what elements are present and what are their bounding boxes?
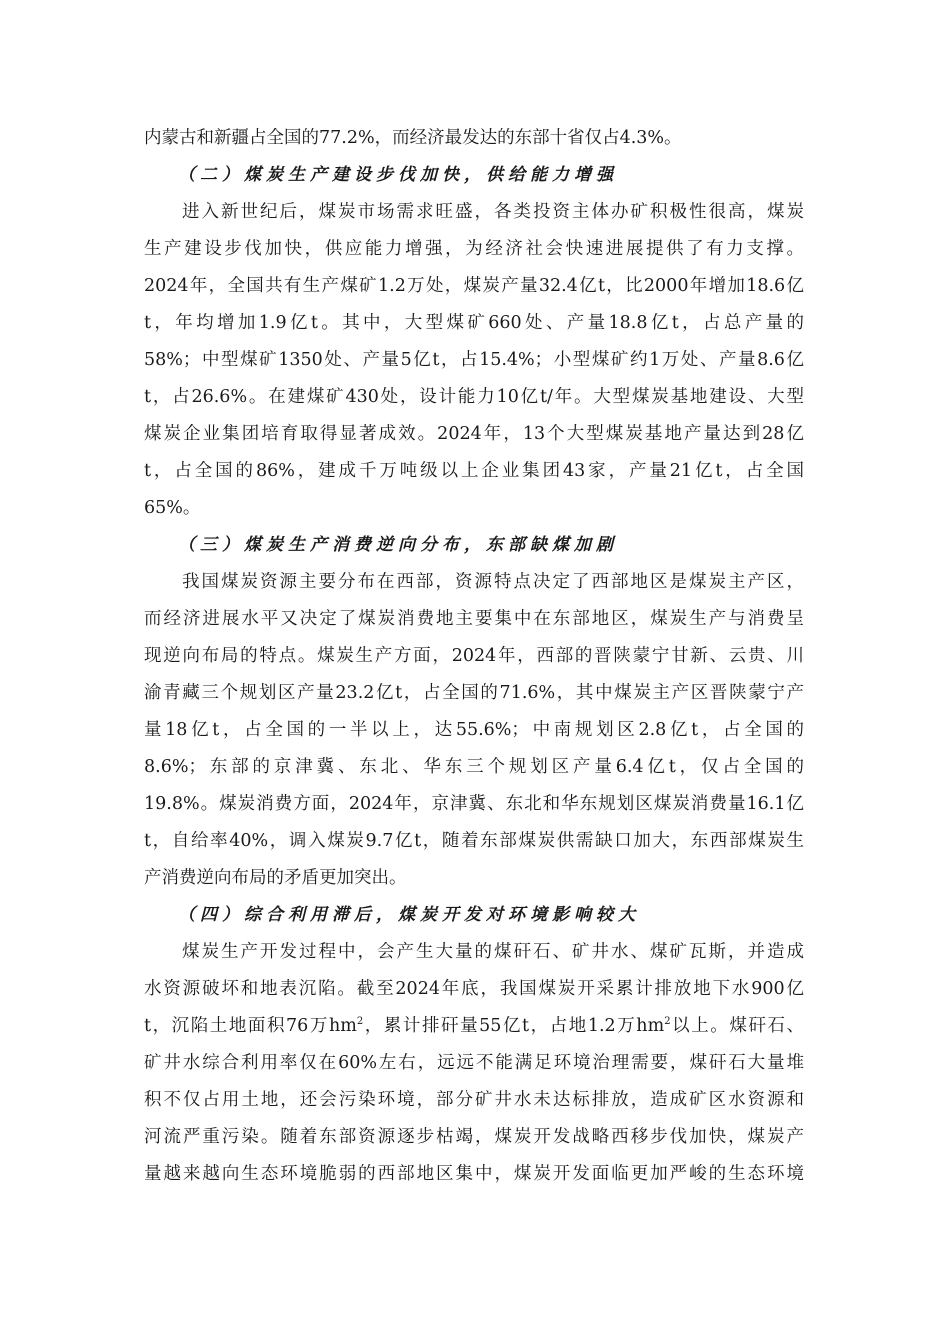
section-heading-3: （三）煤炭生产消费逆向分布，东部缺煤加剧 — [178, 535, 618, 555]
paragraph-line: 进入新世纪后，煤炭市场需求旺盛，各类投资主体办矿积极性很高，煤炭 — [182, 202, 804, 222]
paragraph-line: 煤炭企业集团培育取得显著成效。2024年，13个大型煤炭基地产量达到28亿 — [144, 424, 804, 444]
text-run: 以上。煤矸石、 — [670, 1016, 804, 1036]
paragraph-line: 产消费逆向布局的矛盾更加突出。 — [144, 868, 407, 888]
paragraph-line: 65%。 — [144, 498, 201, 518]
paragraph-line: t，占26.6%。在建煤矿430处，设计能力10亿t/年。大型煤炭基地建设、大型 — [144, 387, 804, 407]
paragraph-line: 2024年，全国共有生产煤矿1.2万处，煤炭产量32.4亿t，比2000年增加18.6亿 — [144, 276, 804, 296]
paragraph-line: t，年均增加1.9亿t。其中，大型煤矿660处、产量18.8亿t，占总产量的 — [144, 313, 804, 333]
superscript: 2 — [664, 1016, 671, 1028]
paragraph-line: 渝青藏三个规划区产量23.2亿t，占全国的71.6%，其中煤炭主产区晋陕蒙宁产 — [144, 683, 804, 703]
paragraph-line: 内蒙古和新疆占全国的77.2%，而经济最发达的东部十省仅占4.3%。 — [144, 128, 682, 148]
paragraph-line: 量越来越向生态环境脆弱的西部地区集中，煤炭开发面临更加严峻的生态环境 — [144, 1164, 804, 1184]
paragraph-line: t，自给率40%，调入煤炭9.7亿t，随着东部煤炭供需缺口加大，东西部煤炭生 — [144, 831, 804, 851]
paragraph-line: 矿井水综合利用率仅在60%左右，远远不能满足环境治理需要，煤矸石大量堆 — [144, 1053, 804, 1073]
section-heading-2: （二）煤炭生产建设步伐加快，供给能力增强 — [178, 165, 618, 185]
superscript: 2 — [356, 1016, 364, 1028]
text-run: t，沉陷土地面积76万hm — [144, 1016, 357, 1036]
paragraph-line: t，占全国的86%，建成千万吨级以上企业集团43家，产量21亿t，占全国 — [144, 461, 804, 481]
paragraph-line: 58%；中型煤矿1350处、产量5亿t，占15.4%；小型煤矿约1万处、产量8.6亿 — [144, 350, 804, 370]
paragraph-line: 我国煤炭资源主要分布在西部，资源特点决定了西部地区是煤炭主产区， — [182, 572, 804, 592]
paragraph-line: 河流严重污染。随着东部资源逐步枯竭，煤炭开发战略西移步伐加快，煤炭产 — [144, 1127, 804, 1147]
paragraph-line: 19.8%。煤炭消费方面，2024年，京津冀、东北和华东规划区煤炭消费量16.1亿 — [144, 794, 804, 814]
paragraph-line-with-units — [144, 1015, 804, 1037]
text-run: ，累计排矸量55亿t，占地1.2万hm — [363, 1016, 665, 1036]
paragraph-line: 煤炭生产开发过程中，会产生大量的煤矸石、矿井水、煤矿瓦斯，并造成 — [182, 942, 804, 962]
paragraph-line: 现逆向布局的特点。煤炭生产方面，2024年，西部的晋陕蒙宁甘新、云贵、川 — [144, 646, 804, 666]
paragraph-line: 积不仅占用土地，还会污染环境，部分矿井水未达标排放，造成矿区水资源和 — [144, 1090, 804, 1110]
paragraph-line: 而经济进展水平又决定了煤炭消费地主要集中在东部地区，煤炭生产与消费呈 — [144, 609, 804, 629]
paragraph-line: 水资源破坏和地表沉陷。截至2024年底，我国煤炭开采累计排放地下水900亿 — [144, 979, 804, 999]
paragraph-line: 量18亿t，占全国的一半以上，达55.6%；中南规划区2.8亿t，占全国的 — [144, 720, 804, 740]
paragraph-line: 8.6%；东部的京津冀、东北、华东三个规划区产量6.4亿t，仅占全国的 — [144, 757, 804, 777]
section-heading-4: （四）综合利用滞后，煤炭开发对环境影响较大 — [178, 905, 640, 925]
paragraph-line: 生产建设步伐加快，供应能力增强，为经济社会快速进展提供了有力支撑。 — [144, 239, 804, 259]
